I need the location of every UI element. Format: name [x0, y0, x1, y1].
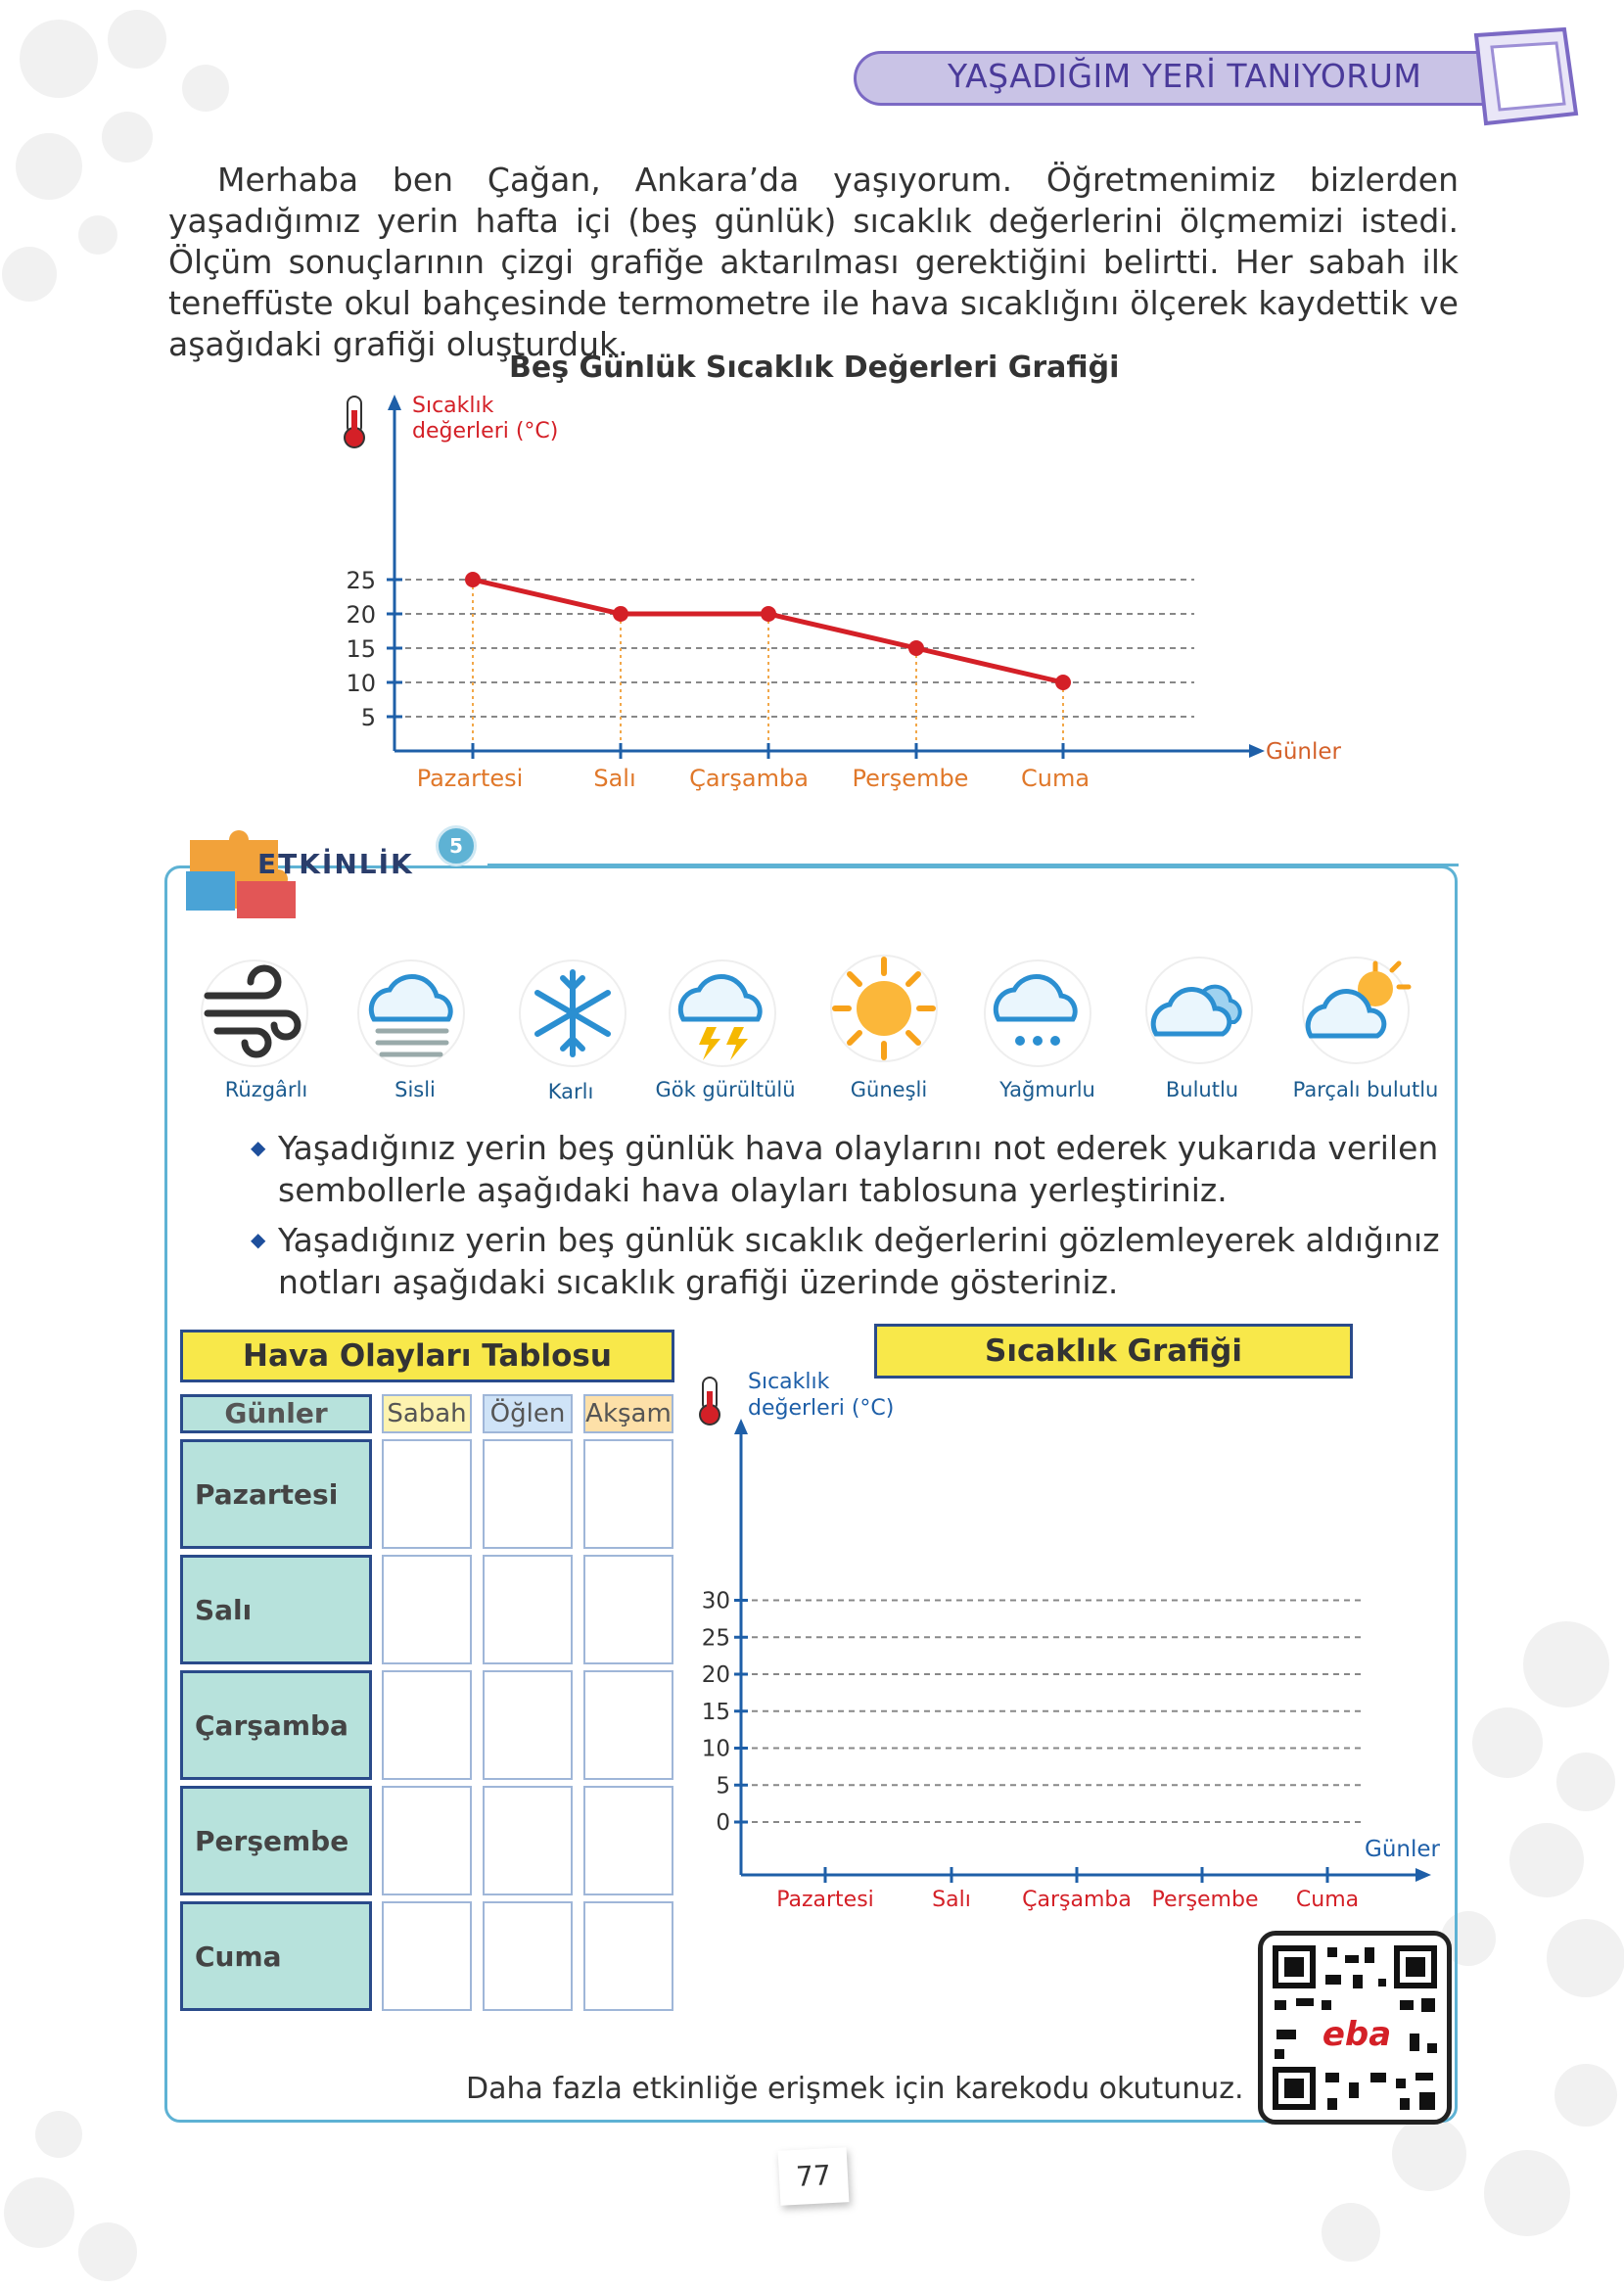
cell-morning[interactable] [382, 1901, 472, 2011]
fog-icon [352, 955, 470, 1072]
y-axis-label-line1: Sıcaklık [748, 1370, 830, 1394]
data-point [761, 606, 776, 622]
x-tick-label: Cuma [1020, 765, 1090, 792]
y-tick-label: 5 [716, 1773, 730, 1800]
x-tick-label: Perşembe [852, 765, 969, 792]
y-axis-arrow [734, 1419, 748, 1434]
instruction-item: ◆ Yaşadığınız yerin beş günlük hava olaylarını not ederek yukarıda verilen sembollerle aşağıdaki hava olayları tablosuna yerleştiriniz. [251, 1127, 1440, 1211]
temperature-line-chart [333, 387, 1370, 798]
y-tick-label: 15 [701, 1699, 730, 1725]
page-title: YAŞADIĞIM YERİ TANIYORUM [948, 57, 1422, 95]
wind-icon [196, 955, 313, 1072]
x-tick-label: Perşembe [1151, 1888, 1259, 1912]
weather-label-rainy: Yağmurlu [999, 1078, 1095, 1101]
cell-noon[interactable] [483, 1555, 573, 1664]
sun-icon [825, 950, 943, 1067]
x-tick-label: Çarşamba [1022, 1888, 1132, 1912]
cell-morning[interactable] [382, 1786, 472, 1895]
weather-label-foggy: Sisli [394, 1078, 436, 1101]
instructions-list [251, 1127, 1440, 1311]
activity-number-badge: 5 [436, 825, 477, 866]
y-axis-label-line2: değerleri (°C) [412, 419, 559, 444]
cell-evening[interactable] [583, 1786, 673, 1895]
weather-label-snowy: Karlı [547, 1080, 594, 1103]
x-tick-label: Salı [593, 765, 636, 792]
x-tick-label: Cuma [1295, 1888, 1360, 1912]
data-point [613, 606, 628, 622]
page-number: 77 [778, 2147, 850, 2206]
cell-evening[interactable] [583, 1670, 673, 1780]
activity-header-rule [487, 864, 1459, 866]
data-point [465, 572, 481, 587]
rain-icon [979, 955, 1096, 1072]
table-header-days: Günler [180, 1394, 372, 1433]
cell-morning[interactable] [382, 1670, 472, 1780]
partly-cloudy-icon [1297, 952, 1415, 1069]
cell-evening[interactable] [583, 1555, 673, 1664]
series-line [473, 580, 1063, 682]
graph-title: Sıcaklık Grafiği [874, 1324, 1353, 1379]
cell-morning[interactable] [382, 1439, 472, 1549]
weather-label-thunder: Gök gürültülü [655, 1078, 796, 1101]
y-tick-label: 10 [701, 1736, 730, 1762]
x-axis-label: Günler [1266, 739, 1341, 765]
thunder-icon [664, 955, 781, 1072]
y-tick-label: 10 [346, 670, 376, 697]
weather-label-windy: Rüzgârlı [224, 1078, 308, 1101]
empty-temperature-chart [685, 1366, 1468, 1924]
data-point [1055, 675, 1071, 690]
y-tick-label: 20 [701, 1662, 730, 1688]
y-tick-label: 25 [701, 1625, 730, 1652]
intro-paragraph: Merhaba ben Çağan, Ankara’da yaşıyorum. Öğretmenimiz bizlerden yaşadığımız yerin hafta içi (beş günlük) sıcaklık değerlerini ölçmemizi istedi. Ölçüm sonuçlarının çizgi grafiğe aktarılması gerektiğini belirtti. Her sabah ilk teneffüste okul bahçesinde termometre ile hava sıcaklığını ölçerek kaydettik ve aşağıdaki grafiği oluşturduk. [168, 161, 1459, 363]
table-row-day: Çarşamba [180, 1670, 372, 1780]
y-tick-label: 0 [716, 1810, 730, 1836]
cell-noon[interactable] [483, 1901, 573, 2011]
book-corner-decoration [1466, 25, 1584, 127]
table-header-evening: Akşam [583, 1394, 673, 1433]
x-tick-label: Salı [932, 1888, 971, 1912]
activity-label: ETKİNLİK [257, 848, 414, 880]
x-axis-label: Günler [1365, 1837, 1440, 1862]
cloud-icon [1140, 952, 1258, 1069]
table-header-noon: Öğlen [483, 1394, 573, 1433]
data-point [908, 640, 924, 656]
x-axis-arrow [1415, 1868, 1431, 1882]
eba-logo: eba [1322, 2015, 1392, 2054]
cell-noon[interactable] [483, 1670, 573, 1780]
qr-pattern [1263, 1936, 1447, 2120]
y-tick-label: 25 [346, 567, 376, 594]
y-axis-label-line2: değerleri (°C) [748, 1396, 895, 1421]
snow-icon [514, 955, 631, 1072]
weather-label-cloudy: Bulutlu [1165, 1078, 1239, 1101]
table-row-day: Cuma [180, 1901, 372, 2011]
cell-evening[interactable] [583, 1439, 673, 1549]
cell-noon[interactable] [483, 1786, 573, 1895]
cell-noon[interactable] [483, 1439, 573, 1549]
y-axis-arrow [388, 395, 401, 410]
table-row-day: Salı [180, 1555, 372, 1664]
y-tick-label: 20 [346, 601, 376, 629]
qr-instruction: Daha fazla etkinliğe erişmek için karekodu okutunuz. [466, 2072, 1244, 2106]
table-header-morning: Sabah [382, 1394, 472, 1433]
x-axis-arrow [1249, 744, 1265, 758]
y-axis-label-line1: Sıcaklık [412, 394, 494, 418]
table-row-day: Perşembe [180, 1786, 372, 1895]
chart-title: Beş Günlük Sıcaklık Değerleri Grafiği [509, 351, 1120, 385]
x-tick-label: Çarşamba [689, 765, 809, 792]
table-title: Hava Olayları Tablosu [180, 1330, 674, 1382]
instruction-item: ◆ Yaşadığınız yerin beş günlük sıcaklık değerlerini gözlemleyerek aldığınız notları aşağıdaki sıcaklık grafiği üzerinde gösteriniz. [251, 1219, 1440, 1303]
cell-evening[interactable] [583, 1901, 673, 2011]
x-tick-label: Pazartesi [416, 765, 524, 792]
y-tick-label: 15 [346, 635, 376, 663]
weather-label-partly-cloudy: Parçalı bulutlu [1292, 1078, 1439, 1101]
x-tick-label: Pazartesi [776, 1888, 874, 1912]
thermometer-icon [700, 1378, 719, 1425]
y-tick-label: 30 [701, 1588, 730, 1614]
weather-label-sunny: Güneşli [850, 1078, 928, 1101]
qr-code[interactable] [1258, 1931, 1452, 2125]
thermometer-icon [345, 397, 364, 447]
table-row-day: Pazartesi [180, 1439, 372, 1549]
cell-morning[interactable] [382, 1555, 472, 1664]
y-tick-label: 5 [360, 704, 376, 731]
